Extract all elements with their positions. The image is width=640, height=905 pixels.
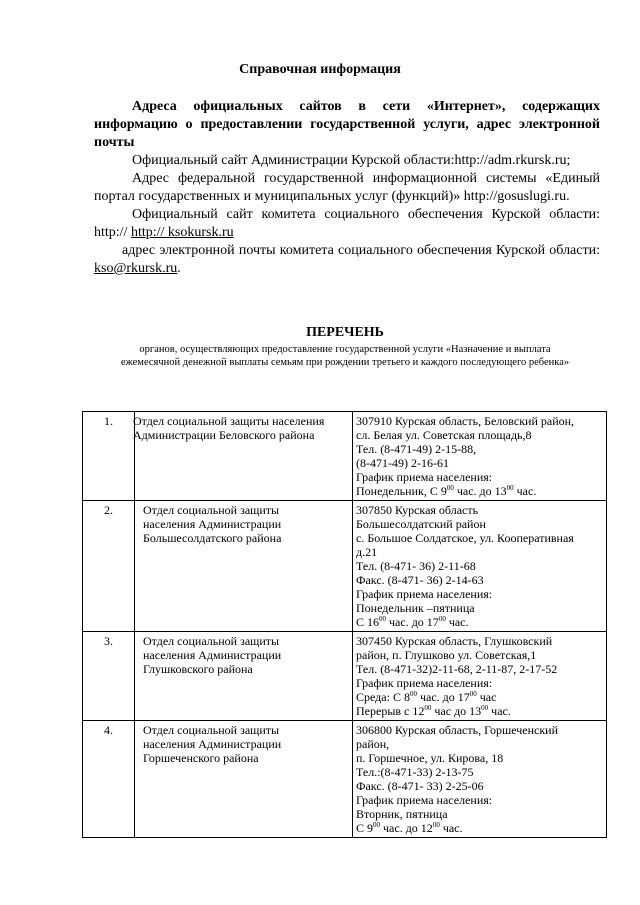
break-hours <box>356 704 603 718</box>
reception-hours-pre: С 16 <box>356 615 380 629</box>
address-line: 307850 Курская область <box>356 503 479 517</box>
address-line: 307910 Курская область, Беловский район, <box>356 414 575 428</box>
row-address <box>353 412 607 501</box>
list-subtitle: органов, осуществляющих предоставление государственной услуги «Назначение и выплата ежемесячной денежной выплаты семьям при рождении третьего и каждого последующего ребенка» <box>120 344 570 368</box>
intro-paragraph-kso-email <box>94 242 600 278</box>
kso-site-link[interactable]: http:// ksokursk.ru <box>130 225 234 240</box>
intro-block <box>94 98 600 278</box>
address-line: График приема населения: <box>356 470 493 484</box>
reception-hours-pre: Среда: С 8 <box>356 690 410 704</box>
org-line: Отдел социальной защиты населения <box>133 414 325 428</box>
reception-hours-sup2: 00 <box>469 690 477 698</box>
reception-hours-sup2: 00 <box>438 615 446 623</box>
address-line: Большесолдатский район <box>356 517 486 531</box>
address-line: Вторник, пятница <box>356 807 448 821</box>
org-line: Администрации Беловского района <box>133 428 315 442</box>
row-organization <box>135 501 353 632</box>
reception-hours-post: час. <box>445 615 469 629</box>
table-row <box>83 721 607 838</box>
kso-email-end: . <box>177 261 181 276</box>
address-line: 307450 Курская область, Глушковский <box>356 634 553 648</box>
reception-hours-sup1: 00 <box>379 615 387 623</box>
row-address <box>353 721 607 838</box>
address-line: с. Большое Солдатское, ул. Кооперативная <box>356 531 574 545</box>
kso-email-text: адрес электронной почты комитета социального обеспечения Курской области: <box>122 243 600 258</box>
break-hours-pre: Перерыв с 12 <box>356 704 425 718</box>
reception-hours-sup1: 00 <box>373 821 381 829</box>
org-line: населения Администрации <box>143 517 282 531</box>
reception-hours-mid: час. до 12 <box>380 821 433 835</box>
row-number: 4. <box>83 721 135 838</box>
address-line: График приема населения: <box>356 587 493 601</box>
org-line: Горшеченского района <box>143 751 259 765</box>
reception-hours-mid: час. до 13 <box>453 484 507 498</box>
intro-heading: Адреса официальных сайтов в сети «Интернет», содержащих информацию о предоставлении государственной услуги, адрес электронной почты <box>94 99 600 150</box>
address-line: Тел. (8-471-32)2-11-68, 2-11-87, 2-17-52 <box>356 662 558 676</box>
address-line: Понедельник –пятница <box>356 601 475 615</box>
org-line: Отдел социальной защиты <box>143 634 280 648</box>
org-line: населения Администрации <box>143 737 282 751</box>
org-line: населения Администрации <box>143 648 282 662</box>
org-line: Глушковского района <box>143 662 253 676</box>
table-row <box>83 412 607 501</box>
org-line: Отдел социальной защиты <box>143 503 280 517</box>
offices-table <box>82 411 607 838</box>
intro-paragraph-admin-site: Официальный сайт Администрации Курской области:http://adm.rkursk.ru; <box>132 153 571 168</box>
address-line: Факс. (8-471- 36) 2-14-63 <box>356 573 484 587</box>
reception-hours-post: час. <box>439 821 463 835</box>
reception-hours-sup1: 00 <box>446 484 454 492</box>
page-title: Справочная информация <box>239 62 401 77</box>
table-row <box>83 632 607 721</box>
org-line: Отдел социальной защиты <box>143 723 280 737</box>
break-hours-sup1: 00 <box>424 704 432 712</box>
address-line: График приема населения: <box>356 793 493 807</box>
row-number: 1. <box>83 412 135 501</box>
address-line: сл. Белая ул. Советская площадь,8 <box>356 428 532 442</box>
address-line: район, п. Глушково ул. Советская,1 <box>356 648 537 662</box>
row-organization <box>135 632 353 721</box>
kso-site-text: Официальный сайт комитета социального обеспечения Курской области: http:// <box>94 207 600 240</box>
kso-email-link[interactable]: kso@rkursk.ru <box>94 261 178 276</box>
reception-hours-mid: час. до 17 <box>416 690 470 704</box>
list-heading: ПЕРЕЧЕНЬ <box>306 325 384 340</box>
row-organization <box>135 721 353 838</box>
reception-hours <box>356 690 603 704</box>
reception-hours <box>356 615 603 629</box>
reception-hours-pre: С 9 <box>356 821 374 835</box>
address-line: п. Горшечное, ул. Кирова, 18 <box>356 751 504 765</box>
address-line: 306800 Курская область, Горшеченский <box>356 723 559 737</box>
org-line: Большесолдатского района <box>143 531 282 545</box>
row-address <box>353 632 607 721</box>
reception-hours-post: час <box>476 690 497 704</box>
address-line: (8-471-49) 2-16-61 <box>356 456 449 470</box>
address-line: район, <box>356 737 390 751</box>
row-address <box>353 501 607 632</box>
row-organization <box>135 412 353 501</box>
address-line: График приема населения: <box>356 676 493 690</box>
address-line: Тел. (8-471-49) 2-15-88, <box>356 442 477 456</box>
reception-hours-sup2: 00 <box>506 484 514 492</box>
reception-hours-mid: час. до 17 <box>386 615 439 629</box>
address-line: Тел. (8-471- 36) 2-11-68 <box>356 559 476 573</box>
break-hours-sup2: 00 <box>481 704 489 712</box>
address-line: Тел.:(8-471-33) 2-13-75 <box>356 765 474 779</box>
reception-hours-sup2: 00 <box>432 821 440 829</box>
reception-hours <box>356 484 603 498</box>
break-hours-mid: час до 13 <box>431 704 482 718</box>
reception-hours <box>356 821 603 835</box>
address-line: Факс. (8-471- 33) 2-25-06 <box>356 779 484 793</box>
row-number: 2. <box>83 501 135 632</box>
break-hours-post: час. <box>488 704 511 718</box>
address-line: д.21 <box>356 545 378 559</box>
table-row <box>83 501 607 632</box>
reception-hours-post: час. <box>513 484 537 498</box>
row-number: 3. <box>83 632 135 721</box>
intro-paragraph-gosuslugi: Адрес федеральной государственной информационной системы «Единый портал государственных и муниципальных услуг (функций)» http://gosuslugi.ru. <box>94 171 600 204</box>
intro-paragraph-kso-site <box>94 206 600 242</box>
reception-hours-pre: Понедельник, С 9 <box>356 484 447 498</box>
reception-hours-sup1: 00 <box>409 690 417 698</box>
